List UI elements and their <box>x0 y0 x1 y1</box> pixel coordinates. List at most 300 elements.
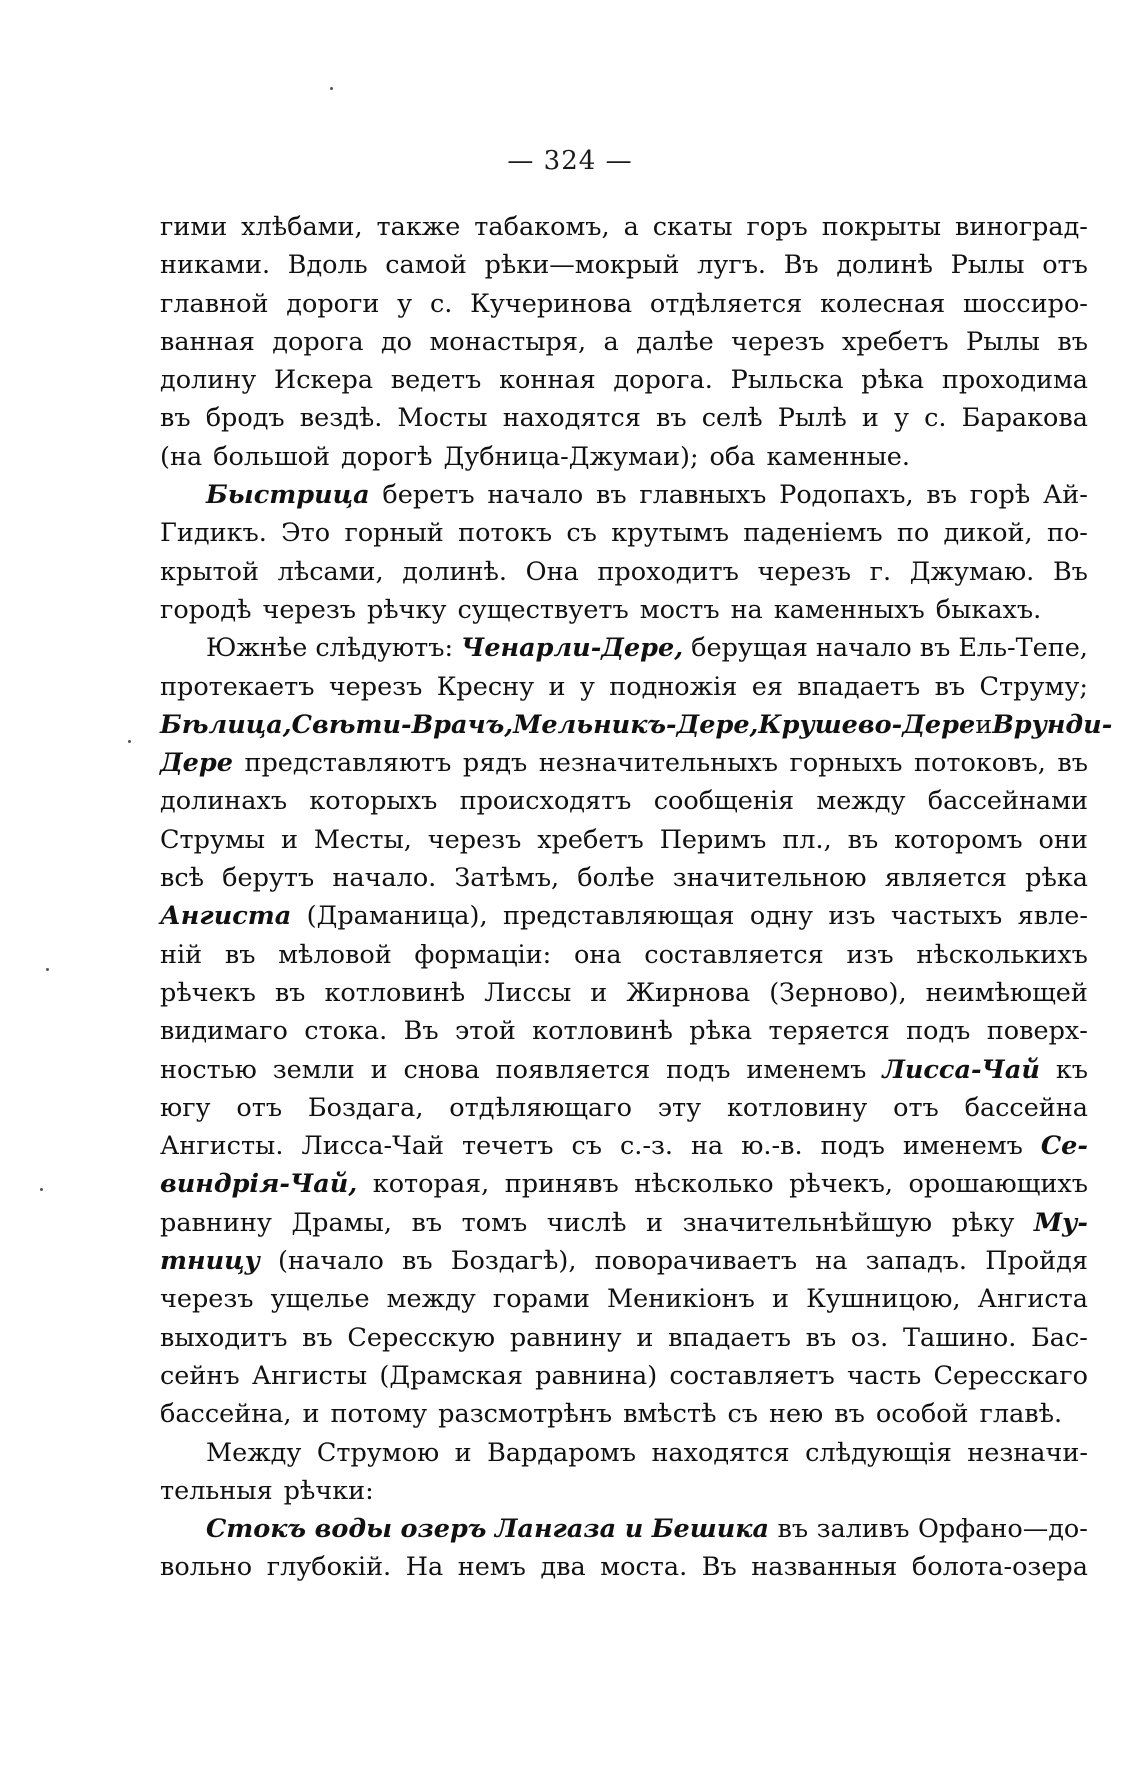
word: отъ <box>893 1092 939 1123</box>
word: слѣдующія <box>805 1437 952 1468</box>
word: въ <box>919 633 951 664</box>
word: Боздага, <box>307 1092 424 1123</box>
word: стока. <box>304 1016 388 1047</box>
word: черезъ <box>731 326 825 357</box>
word: орошающихъ <box>908 1169 1088 1200</box>
italic-word: Му- <box>1033 1207 1088 1238</box>
word: равнина) <box>535 1360 658 1391</box>
word: на <box>815 1246 848 1277</box>
word: потокъ <box>458 518 553 549</box>
word: Жирнова <box>626 977 751 1008</box>
word: дорога <box>272 326 364 357</box>
word: Рылы <box>966 326 1040 357</box>
word: гими <box>160 212 228 242</box>
text-line <box>160 1548 1088 1586</box>
word: Въ <box>403 1016 439 1047</box>
word: горъ <box>746 212 808 242</box>
word: бассейна, <box>160 1399 292 1430</box>
word: бродъ <box>205 403 285 434</box>
word: рѣка <box>1025 863 1088 894</box>
word: Струмы <box>160 824 266 855</box>
word: изъ <box>846 939 894 970</box>
italic-word: Дере <box>160 748 233 779</box>
word: равнину <box>160 1207 272 1238</box>
word: составляетъ <box>669 1360 835 1391</box>
word: западъ. <box>865 1246 968 1277</box>
word: у <box>894 403 910 434</box>
word: въ <box>934 671 966 702</box>
word: и <box>370 1054 388 1085</box>
word: сообщенія <box>653 786 795 817</box>
text-line <box>160 859 1088 897</box>
text-line <box>160 1510 1088 1548</box>
word: Рылѣ <box>777 403 847 434</box>
word: одну <box>749 901 813 932</box>
word: Въ <box>1052 556 1088 587</box>
word: с. <box>429 288 453 319</box>
word: въ <box>834 1399 865 1430</box>
word: а <box>603 326 619 357</box>
word: начало. <box>332 863 437 894</box>
word: нѣсколькихъ <box>916 939 1088 970</box>
word: разсмотрѣнъ <box>438 1399 613 1430</box>
word: Бас- <box>1031 1322 1088 1353</box>
word: подъ <box>820 1131 885 1162</box>
word: которыхъ <box>309 786 438 817</box>
word: между <box>816 786 906 817</box>
word: никами. <box>160 250 271 281</box>
word: главныхъ <box>639 480 767 511</box>
word: снова <box>403 1054 480 1085</box>
word: эту <box>657 1092 702 1123</box>
italic-word: Се- <box>1040 1131 1088 1162</box>
word: видимаго <box>160 1016 288 1047</box>
word: впадаетъ <box>668 1322 791 1353</box>
word: въ <box>224 939 256 970</box>
word: долинѣ. <box>402 556 508 587</box>
text-line <box>160 1280 1088 1318</box>
word: въ <box>805 1322 837 1353</box>
word: дороги <box>286 288 380 319</box>
word: рѣка <box>689 1016 753 1047</box>
word: котловинѣ <box>324 977 466 1008</box>
word: Южнѣе <box>206 633 308 664</box>
word: каменныхъ <box>773 594 925 625</box>
word: на <box>730 594 763 625</box>
word: хребетъ <box>842 326 949 357</box>
scan-speck <box>40 1188 43 1191</box>
word: названныя <box>751 1552 898 1583</box>
italic-word: Крушево-Дере <box>758 709 976 740</box>
word: къ <box>1055 1054 1088 1085</box>
word: представляютъ <box>244 748 452 779</box>
word: представляющая <box>502 901 735 932</box>
word: Затѣмъ, <box>454 863 560 894</box>
word: до <box>380 326 413 357</box>
text-line <box>160 744 1088 782</box>
italic-word: Врунди- <box>992 709 1113 740</box>
word: ностью <box>160 1054 257 1085</box>
word: Кушницою, <box>806 1284 961 1315</box>
word: начало <box>815 633 912 664</box>
word: протекаетъ <box>160 671 315 702</box>
word: появляется <box>495 1054 651 1085</box>
italic-word: и <box>624 1514 644 1545</box>
word: съ <box>571 1131 602 1162</box>
word: всѣ <box>160 863 205 894</box>
word: значительною <box>672 863 867 894</box>
word: Струму; <box>979 671 1088 702</box>
word: и <box>861 403 879 434</box>
word: долинѣ <box>836 250 933 281</box>
italic-word: Лисса-Чай <box>882 1054 1040 1085</box>
body-text <box>160 208 1113 1587</box>
word: черезъ <box>262 594 356 625</box>
text-line <box>160 1204 1088 1242</box>
word: и <box>975 709 993 740</box>
word: поворачиваетъ <box>594 1246 798 1277</box>
word: формаціи: <box>414 939 552 970</box>
text-line <box>160 1242 1088 1280</box>
text-line <box>160 782 1088 820</box>
word: неимѣющей <box>925 977 1088 1008</box>
word: моста. <box>600 1552 688 1583</box>
word: и <box>454 1437 472 1468</box>
word: выходитъ <box>160 1322 288 1353</box>
word: рѣчекъ <box>160 977 256 1008</box>
word: Вардаромъ <box>487 1437 636 1468</box>
word: и <box>302 1399 320 1430</box>
word: между <box>386 1284 476 1315</box>
word: горами <box>492 1284 590 1315</box>
word: (Драмская <box>379 1360 523 1391</box>
word: числѣ <box>546 1207 627 1238</box>
page-number: — 324 — <box>507 146 633 176</box>
text-line <box>160 438 1088 476</box>
word: крытой <box>160 556 260 587</box>
word: крутымъ <box>611 518 729 549</box>
word: подножія <box>609 671 738 702</box>
word: колесная <box>820 288 946 319</box>
word: Сересскую <box>347 1322 496 1353</box>
italic-word: Стокъ <box>206 1514 307 1545</box>
italic-word: озеръ <box>400 1514 487 1545</box>
text-line <box>160 591 1088 629</box>
word: по <box>896 518 930 549</box>
word: глубокій. <box>266 1552 392 1583</box>
italic-word: Лангаза <box>494 1514 617 1545</box>
text-line <box>160 974 1088 1012</box>
word: скаты <box>652 212 733 242</box>
word: черезъ <box>160 1284 254 1315</box>
word: конная <box>499 365 596 396</box>
word: болѣе <box>577 863 655 894</box>
word: ю.-в. <box>741 1131 803 1162</box>
word: сейнъ <box>160 1360 240 1391</box>
text-line <box>160 476 1088 514</box>
text-line <box>160 1127 1088 1165</box>
word: селѣ <box>701 403 763 434</box>
word: Ангисты <box>251 1360 368 1391</box>
word: рядъ <box>462 748 528 779</box>
scan-speck <box>330 87 333 90</box>
word: бассейна <box>964 1092 1088 1123</box>
word: Вдоль <box>287 250 368 281</box>
word: особой <box>875 1399 969 1430</box>
word: Ай- <box>1043 480 1088 511</box>
text-line <box>160 399 1088 437</box>
word: берущая <box>691 633 808 664</box>
word: равнину <box>509 1322 622 1353</box>
word: хребетъ <box>537 824 644 855</box>
text-line <box>160 1089 1088 1127</box>
word: которомъ <box>894 824 1023 855</box>
word: въ <box>1057 748 1088 779</box>
word: въ <box>656 403 687 434</box>
word: поверх- <box>986 1016 1088 1047</box>
word: ній <box>160 939 203 970</box>
word: именемъ <box>746 1054 867 1085</box>
text-line <box>160 553 1088 591</box>
word: оба <box>709 441 756 472</box>
word: проходитъ <box>597 556 739 587</box>
word: заливъ <box>816 1514 910 1545</box>
word: рѣчку <box>366 594 447 625</box>
word: томъ <box>461 1207 528 1238</box>
italic-word: Мельникъ-Дере, <box>513 709 759 740</box>
word: въ <box>595 480 627 511</box>
word: табакомъ, <box>474 212 610 242</box>
word: Въ <box>701 1552 737 1583</box>
word: котловинѣ <box>532 1016 673 1047</box>
word: (Драманица), <box>306 901 488 932</box>
word: они <box>1038 824 1088 855</box>
text-line <box>160 1051 1088 1089</box>
text-line <box>160 1165 1088 1203</box>
word: и <box>280 824 298 855</box>
word: въ <box>1057 326 1088 357</box>
word: Лиссы <box>484 977 572 1008</box>
word: покрыты <box>821 212 942 242</box>
italic-word: Бешика <box>651 1514 770 1545</box>
word: отдѣляющаго <box>449 1092 632 1123</box>
word: Орфано—до- <box>917 1514 1088 1545</box>
word: въ <box>302 1322 333 1353</box>
word: г. <box>869 556 892 587</box>
word: явле- <box>1017 901 1088 932</box>
word: и <box>590 977 608 1008</box>
word: котловину <box>726 1092 868 1123</box>
word: ванная <box>160 326 255 357</box>
word: дорога. <box>613 365 713 396</box>
word: съ <box>566 518 597 549</box>
text-line <box>160 936 1088 974</box>
text-line <box>160 1434 1088 1472</box>
word: шоссиро- <box>963 288 1088 319</box>
word: Въ <box>783 250 819 281</box>
word: въ <box>926 480 958 511</box>
text-line <box>160 323 1088 361</box>
word: два <box>540 1552 586 1583</box>
text-line <box>160 1472 1088 1510</box>
word: Баракова <box>961 403 1088 434</box>
word: вмѣстѣ <box>623 1399 717 1430</box>
word: находятся <box>651 1437 790 1468</box>
word: Между <box>206 1437 302 1468</box>
text-line <box>160 1395 1088 1433</box>
word: съ <box>727 1399 758 1430</box>
italic-word: Быстрица <box>206 480 370 511</box>
text-line <box>160 246 1088 284</box>
word: Рылы <box>950 250 1025 281</box>
word: частыхъ <box>890 901 1003 932</box>
word: паденіемъ <box>743 518 883 549</box>
word: большой <box>213 441 330 472</box>
word: въ <box>402 1246 433 1277</box>
italic-word: Бѣлица, <box>160 709 292 740</box>
word: Искера <box>273 365 374 396</box>
word: рѣчекъ, <box>789 1169 893 1200</box>
italic-word: виндрія-Чай, <box>160 1169 358 1200</box>
word: проходима <box>941 365 1088 396</box>
word: (Зерново), <box>769 977 907 1008</box>
word: Ель-Тепе, <box>958 633 1088 664</box>
text-line <box>160 361 1088 399</box>
word: монастыря, <box>429 326 587 357</box>
word: (на <box>160 441 203 472</box>
word: пл., <box>782 824 832 855</box>
word: часть <box>846 1360 922 1391</box>
word: ущелье <box>270 1284 370 1315</box>
text-line <box>160 1012 1088 1050</box>
word: хлѣбами, <box>241 212 363 242</box>
word: долину <box>160 365 257 396</box>
word: горныхъ <box>789 748 903 779</box>
word: именемъ <box>902 1131 1023 1162</box>
word: Ангисты. <box>160 1131 284 1162</box>
word: беретъ <box>382 480 475 511</box>
word: Ташино. <box>902 1322 1017 1353</box>
text-line <box>160 706 1113 744</box>
word: отъ <box>1042 250 1088 281</box>
word: у <box>397 288 413 319</box>
word: с.-з. <box>619 1131 674 1162</box>
word: Мосты <box>397 403 488 434</box>
word: черезъ <box>757 556 851 587</box>
word: слѣдуютъ: <box>315 633 454 664</box>
word: Дубница-Джумаи); <box>443 441 699 472</box>
word: черезъ <box>328 671 423 702</box>
word: въ <box>777 1514 809 1545</box>
scan-speck <box>46 968 49 971</box>
word: бассейнами <box>927 786 1088 817</box>
word: теряется <box>768 1016 890 1047</box>
word: земли <box>272 1054 355 1085</box>
word: незначительныхъ <box>538 748 779 779</box>
word: самой <box>385 250 467 281</box>
word: подъ <box>666 1054 731 1085</box>
word: Джумаю. <box>909 556 1035 587</box>
word: и <box>771 1284 789 1315</box>
word: происходятъ <box>459 786 632 817</box>
word: главѣ. <box>979 1399 1063 1430</box>
word: дикой, <box>943 518 1033 549</box>
word: рѣка <box>861 365 925 396</box>
word: Боздагѣ), <box>450 1246 577 1277</box>
word: которая, <box>372 1169 490 1200</box>
word: рѣки—мокрый <box>484 250 680 281</box>
word: Сересскаго <box>933 1360 1088 1391</box>
word: берутъ <box>222 863 315 894</box>
word: Месты, <box>313 824 412 855</box>
word: также <box>376 212 461 242</box>
word: течетъ <box>462 1131 554 1162</box>
word: Ангиста <box>977 1284 1088 1315</box>
word: находятся <box>502 403 641 434</box>
word: въ <box>411 1207 443 1238</box>
italic-word: Ченарли-Дере, <box>461 633 684 664</box>
word: На <box>405 1552 444 1583</box>
word: Рыльска <box>730 365 844 396</box>
word: рѣку <box>951 1207 1015 1238</box>
word: Кучеринова <box>470 288 633 319</box>
word: немъ <box>457 1552 526 1583</box>
word: изъ <box>828 901 876 932</box>
word: виноград- <box>955 212 1088 242</box>
word: каменные. <box>766 441 911 472</box>
word: существуетъ <box>457 594 629 625</box>
word: значительнѣйшую <box>682 1207 933 1238</box>
word: потому <box>330 1399 428 1430</box>
word: рѣчки: <box>283 1475 374 1506</box>
word: а <box>623 212 639 242</box>
word: является <box>884 863 1008 894</box>
word: долинахъ <box>160 786 288 817</box>
word: по- <box>1046 518 1088 549</box>
word: горный <box>344 518 444 549</box>
word: отъ <box>236 1092 283 1123</box>
text-line <box>160 514 1088 552</box>
italic-word: тницу <box>160 1246 260 1277</box>
italic-word: Свѣти-Врачъ, <box>291 709 514 740</box>
word: далѣе <box>636 326 714 357</box>
italic-word: воды <box>314 1514 393 1545</box>
word: отдѣляется <box>649 288 803 319</box>
word: Перимъ <box>659 824 767 855</box>
word: Струмою <box>316 1437 440 1468</box>
scan-speck <box>128 740 131 743</box>
word: болота-озера <box>911 1552 1088 1583</box>
word: Она <box>525 556 579 587</box>
word: и <box>646 1207 664 1238</box>
word: лѣсами, <box>277 556 384 587</box>
text-line <box>160 897 1088 935</box>
word: мостъ <box>639 594 720 625</box>
word: незначи- <box>967 1437 1088 1468</box>
word: главной <box>160 288 269 319</box>
word: нѣсколько <box>634 1169 774 1200</box>
text-line <box>160 821 1088 859</box>
text-line <box>160 1319 1088 1357</box>
word: подъ <box>906 1016 971 1047</box>
text-line <box>160 668 1088 706</box>
word: горѣ <box>969 480 1031 511</box>
text-line <box>160 208 1088 246</box>
word: у <box>579 671 595 702</box>
word: мѣловой <box>278 939 392 970</box>
word: въ <box>847 824 879 855</box>
word: тельныя <box>160 1475 273 1506</box>
